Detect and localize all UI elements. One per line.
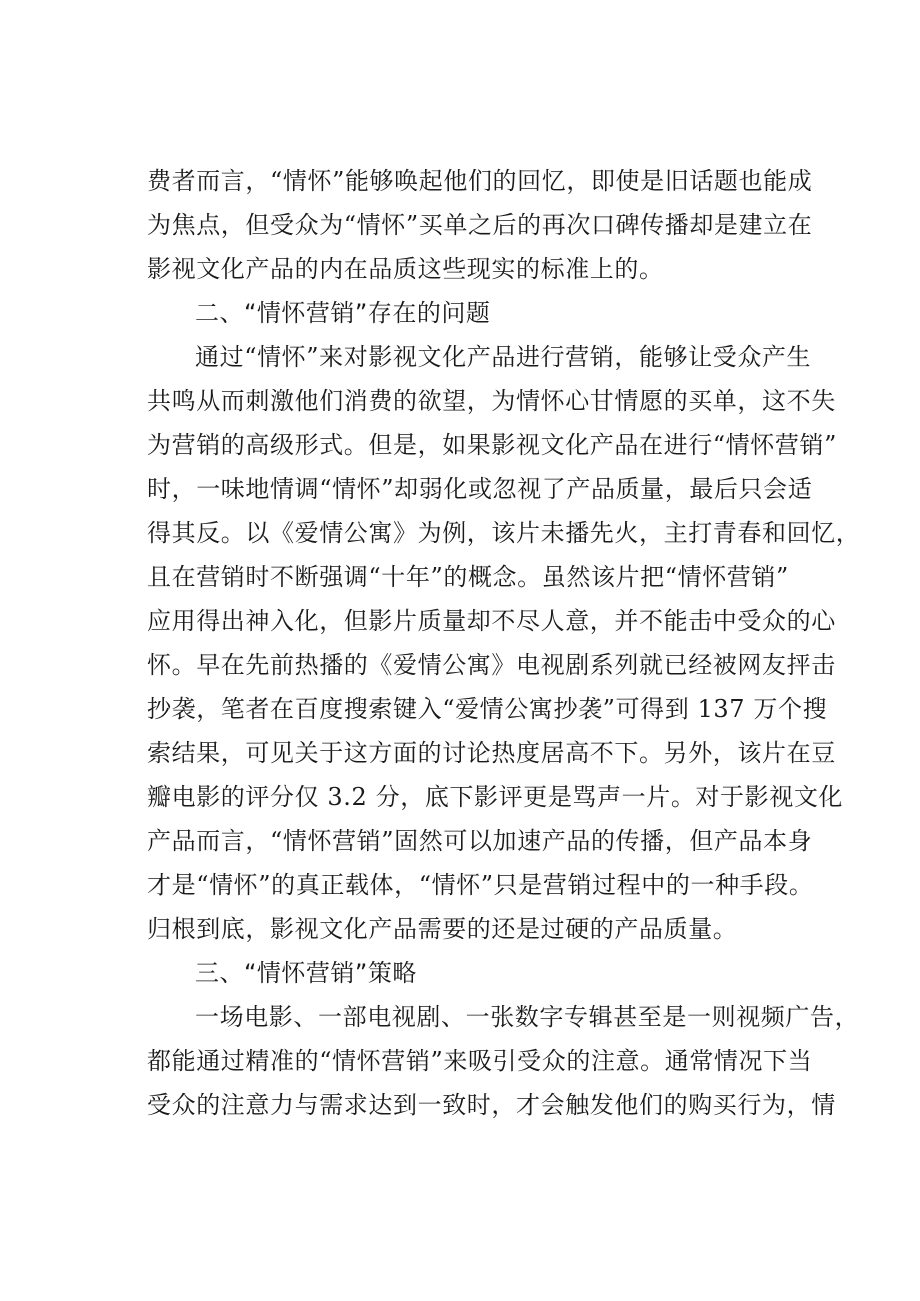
text-line: 共鸣从而刺激他们消费的欲望，为情怀心甘情愿的买单，这不失 xyxy=(147,387,836,415)
section-heading-2: 二、“情怀营销”存在的问题 xyxy=(195,299,491,327)
text-line: 才是“情怀”的真正载体，“情怀”只是营销过程中的一种手段。 xyxy=(147,871,814,899)
text-line: 怀。早在先前热播的《爱情公寓》电视剧系列就已经被网友抨击 xyxy=(147,651,836,679)
text-line: 得其反。以《爱情公寓》为例，该片未播先火，主打青春和回忆， xyxy=(147,519,861,547)
text-line: 应用得出神入化，但影片质量却不尽人意，并不能击中受众的心 xyxy=(147,607,836,635)
text-line: 受众的注意力与需求达到一致时，才会触发他们的购买行为，情 xyxy=(147,1091,836,1119)
text-line: 为营销的高级形式。但是，如果影视文化产品在进行“情怀营销” xyxy=(147,431,837,459)
text-line: 抄袭，笔者在百度搜索键入“爱情公寓抄袭”可得到 137 万个搜 xyxy=(147,695,828,723)
text-line: 通过“情怀”来对影视文化产品进行营销，能够让受众产生 xyxy=(195,343,812,371)
section-heading-3: 三、“情怀营销”策略 xyxy=(195,959,417,987)
text-line: 且在营销时不断强调“十年”的概念。虽然该片把“情怀营销” xyxy=(147,563,789,591)
text-line: 产品而言，“情怀营销”固然可以加速产品的传播，但产品本身 xyxy=(147,827,813,855)
text-line: 索结果，可见关于这方面的讨论热度居高不下。另外，该片在豆 xyxy=(147,739,836,767)
text-line: 都能通过精准的“情怀营销”来吸引受众的注意。通常情况下当 xyxy=(147,1047,813,1075)
text-line: 影视文化产品的内在品质这些现实的标准上的。 xyxy=(147,255,664,283)
text-line: 时，一味地情调“情怀”却弱化或忽视了产品质量，最后只会适 xyxy=(147,475,813,503)
text-line: 归根到底，影视文化产品需要的还是过硬的产品质量。 xyxy=(147,915,738,943)
text-line: 为焦点，但受众为“情怀”买单之后的再次口碑传播却是建立在 xyxy=(147,211,813,239)
text-line: 一场电影、一部电视剧、一张数字专辑甚至是一则视频广告， xyxy=(195,1003,860,1031)
text-line: 费者而言，“情怀”能够唤起他们的回忆，即使是旧话题也能成 xyxy=(147,167,813,195)
text-line: 瓣电影的评分仅 3.2 分，底下影评更是骂声一片。对于影视文化 xyxy=(147,783,844,811)
